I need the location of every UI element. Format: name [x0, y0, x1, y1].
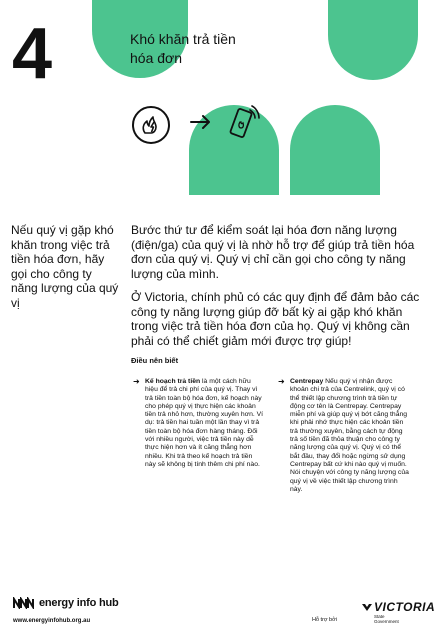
victoria-government-logo	[362, 600, 435, 624]
list-item	[133, 377, 265, 469]
body-paragraph-2: Ở Victoria, chính phủ có các quy định để đảm bảo các công ty năng lượng giúp đỡ bất kỳ ai gặp khó khăn trong việc trả tiền hóa đơn của họ. Quý vị không cần phải có thể chiết giảm mới được trợ giúp!	[131, 290, 420, 348]
body-paragraph-1: Bước thứ tư để kiểm soát lại hóa đơn năng lượng (điện/ga) của quý vị là nhờ hỗ trợ để giúp trả tiền hóa đơn của quý vị. Quý vị chỉ cần gọi cho công ty năng lượng của mình.	[131, 223, 415, 281]
decorative-arch-bottom-2	[290, 105, 380, 195]
list-item-title: Centrepay	[290, 378, 324, 385]
footer-url[interactable]: www.energyinfohub.org.au	[13, 618, 91, 624]
list-item-title: Kế hoạch trả tiền	[145, 378, 201, 385]
energy-info-hub-logo	[13, 597, 119, 609]
victoria-mark-icon	[362, 602, 372, 612]
arrow-bullet-icon: ➜	[133, 377, 140, 386]
key-things-heading: Điều nên biết	[131, 356, 179, 365]
arrow-bullet-icon: ➜	[278, 377, 285, 386]
gov-name: VICTORIA	[374, 600, 436, 614]
arrow-right-icon	[189, 112, 213, 137]
list-item	[278, 377, 410, 494]
gov-sub-2: Government	[374, 619, 399, 624]
supported-by-label: Hỗ trợ bởi	[312, 617, 337, 623]
phone-call-icon	[224, 104, 262, 142]
logo-text: energy info hub	[39, 597, 119, 609]
gov-sub-1: State	[374, 614, 385, 619]
list-item-text: là một cách hữu hiệu để trả chi phí của quý vị. Thay vì trả tiền toàn bộ hóa đơn, kế hoạch này cho phép quý vị thực hiện các khoản tiền trả nhỏ hơn, thường xuyên hơn. Ví dụ: trả tiền hai tuần một lần thay vì trả tiền toàn bộ hóa đơn hàng tháng. Đối với nhiều người, việc trả tiền này dễ thực hiện hơn và ít căng thẳng hơn nhiều. Khi trả theo kế hoạch trả tiền này sẽ không bị tính thêm chi phí nào.	[145, 378, 264, 468]
step-number: 4	[12, 14, 51, 94]
energy-info-hub-logo-icon	[13, 597, 35, 609]
callout-text: Nếu quý vị gặp khó khăn trong việc trả tiền hóa đơn, hãy gọi cho công ty năng lượng của quý vị	[11, 223, 119, 310]
list-item-text: Nếu quý vị nhận được khoản chi trả của Centrelink, quý vị có thể thiết lập chương trình trả tiền tự động cơ tên là Centrepay. Centrepay miễn phí và giúp quý vị bớt căng thẳng khi phải nhớ thực hiện các khoản tiền trả thường xuyên, bằng cách tự động trả số tiền đã thỏa thuận cho công ty năng lượng của quý vị. Quý vị có thể bắt đầu, thay đổi hoặc ngừng sử dụng Centrepay bất cứ khi nào quý vị muốn. Nói chuyện với công ty năng lượng của quý vị về việc thiết lập chương trình này.	[290, 378, 409, 493]
fire-bolt-icon	[132, 106, 170, 144]
decorative-arch-top-right	[328, 0, 418, 80]
page-title: Khó khăn trả tiền hóa đơn	[130, 31, 236, 66]
